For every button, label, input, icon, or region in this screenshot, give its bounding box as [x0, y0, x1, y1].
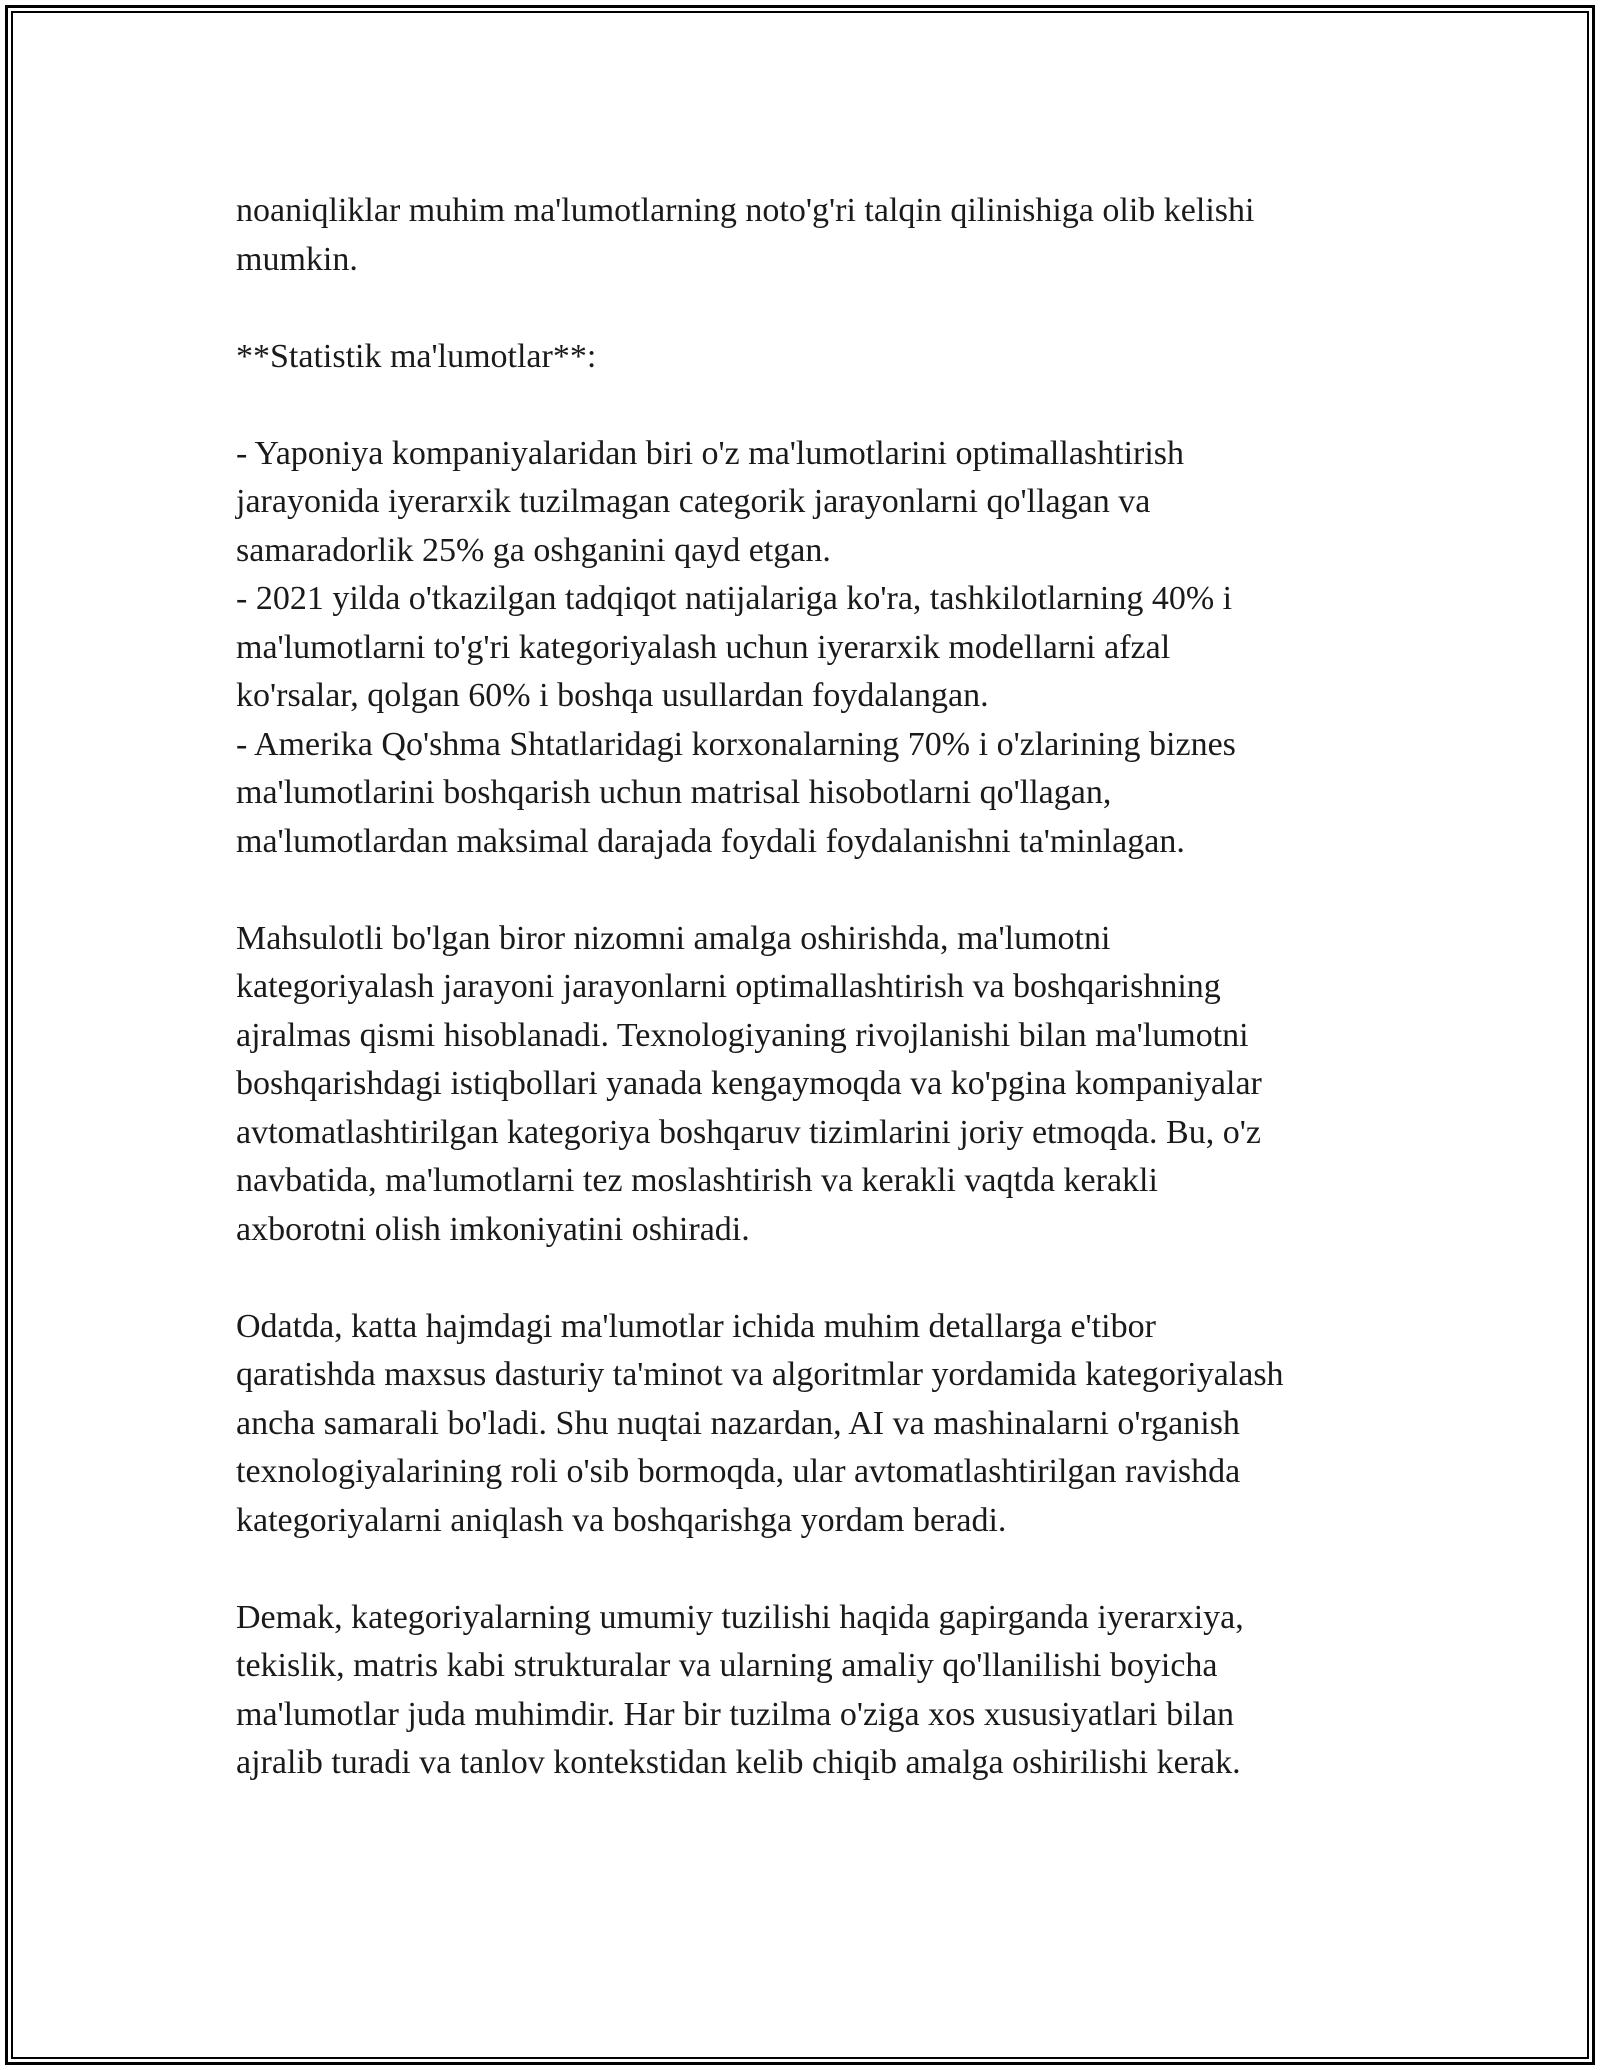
- statistics-item-3: - Amerika Qo'shma Shtatlaridagi korxonalarning 70% i o'zlarining biznes ma'lumotlarini boshqarish uchun matrisal hisobotlarni qo'llagan, ma'lumotlardan maksimal darajada foydali foydalanishni ta'minlagan.: [236, 725, 1236, 860]
- paragraph-gap: [236, 284, 1386, 333]
- paragraph-gap: [236, 381, 1386, 430]
- paragraph-2: Mahsulotli bo'lgan biror nizomni amalga oshirishda, ma'lumotni kategoriyalash jarayoni jarayonlarni optimallashtirish va boshqarishning ajralmas qismi hisoblanadi. Texnologiyaning rivojlanishi bilan ma'lumotni boshqarishdagi istiqbollari yanada kengaymoqda va ko'pgina kompaniyalar avtomatlashtirilgan kategoriya boshqaruv tizimlarini joriy etmoqda. Bu, o'z navbatida, ma'lumotlarni tez moslashtirish va kerakli vaqtda kerakli axborotni olish imkoniyatini oshiradi.: [236, 919, 1262, 1248]
- paragraph-gap: [236, 1254, 1386, 1303]
- statistics-item-2: - 2021 yilda o'tkazilgan tadqiqot natijalariga ko'ra, tashkilotlarning 40% i ma'lumotlarni to'g'ri kategoriyalash uchun iyerarxik modellarni afzal ko'rsalar, qolgan 60% i boshqa usullardan foydalangan.: [236, 580, 1233, 714]
- statistics-list: [236, 430, 1386, 867]
- paragraph-gap: [236, 866, 1386, 915]
- paragraph-3: Odatda, katta hajmdagi ma'lumotlar ichida muhim detallarga e'tibor qaratishda maxsus dasturiy ta'minot va algoritmlar yordamida kategoriyalash ancha samarali bo'ladi. Shu nuqtai nazardan, AI va mashinalarni o'rganish texnologiyalarining roli o'sib bormoqda, ular avtomatlashtirilgan ravishda kategoriyalarni aniqlash va boshqarishga yordam beradi.: [236, 1307, 1284, 1539]
- statistics-item-1: - Yaponiya kompaniyalaridan biri o'z ma'lumotlarini optimallashtirish jarayonida iyerarxik tuzilmagan categorik jarayonlarni qo'llagan va samaradorlik 25% ga oshganini qayd etgan.: [236, 434, 1185, 569]
- statistics-heading: **Statistik ma'lumotlar**:: [236, 337, 597, 375]
- intro-paragraph: noaniqliklar muhim ma'lumotlarning noto'g'ri talqin qilinishiga olib kelishi mumkin.: [236, 192, 1255, 278]
- document-body: [236, 187, 1386, 1788]
- paragraph-4: Demak, kategoriyalarning umumiy tuzilishi haqida gapirganda iyerarxiya, tekislik, matris kabi strukturalar va ularning amaliy qo'llanilishi boyicha ma'lumotlar juda muhimdir. Har bir tuzilma o'ziga xos xususiyatlari bilan ajralib turadi va tanlov kontekstidan kelib chiqib amalga oshirilishi kerak.: [236, 1598, 1244, 1781]
- paragraph-gap: [236, 1545, 1386, 1594]
